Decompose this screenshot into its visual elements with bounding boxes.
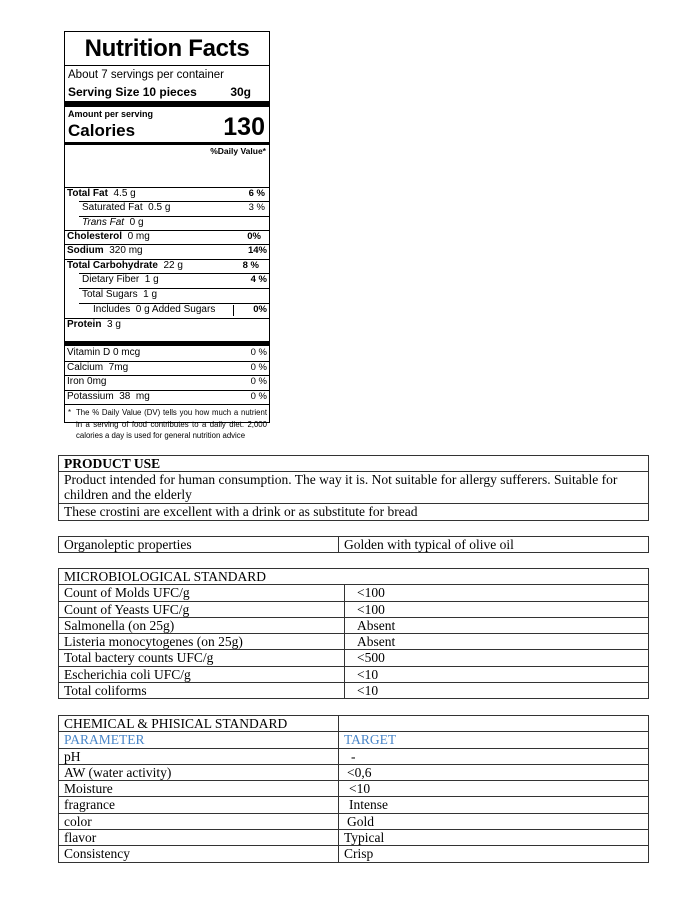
chem-row <box>59 781 649 797</box>
nutrient-amount: 22 g <box>157 260 183 271</box>
micro-value: <500 <box>345 650 649 666</box>
vitamin-row <box>65 375 269 390</box>
chem-parameter: color <box>59 813 339 829</box>
nutrient-row <box>65 288 269 303</box>
nutrient-daily-value: 0% <box>253 304 267 315</box>
nutrient-row <box>65 216 269 231</box>
chem-parameter: Consistency <box>59 846 339 862</box>
micro-parameter: Escherichia coli UFC/g <box>59 666 345 682</box>
micro-row <box>59 666 649 682</box>
nutrient-row <box>65 273 269 288</box>
chem-row <box>59 764 649 780</box>
chem-row <box>59 813 649 829</box>
chem-target: Typical <box>339 830 649 846</box>
nutrient-amount: 1 g <box>139 274 159 285</box>
nutrient-label: Trans Fat 0 g <box>82 217 144 228</box>
nutrient-daily-value: 3 % <box>248 202 265 213</box>
footnote-text: The % Daily Value (DV) tells you how much a nutrient in a serving of food contributes to a daily diet. 2,000 calories a day is used for general nutrition advice <box>76 408 267 440</box>
micro-parameter: Salmonella (on 25g) <box>59 617 345 633</box>
chem-target: <10 <box>339 781 649 797</box>
chem-parameter: pH <box>59 748 339 764</box>
nutrient-daily-value: 4 % <box>250 274 267 285</box>
vitamin-label: Vitamin D 0 mcg <box>67 347 141 358</box>
nutrient-label: Total Sugars 1 g <box>82 289 158 300</box>
serving-size-label: Serving Size 10 pieces <box>68 85 197 99</box>
micro-value: <10 <box>345 683 649 699</box>
nutrient-label: Dietary Fiber 1 g <box>82 274 159 285</box>
micro-parameter: Count of Yeasts UFC/g <box>59 601 345 617</box>
micro-parameter: Total bactery counts UFC/g <box>59 650 345 666</box>
nutrient-amount: 0 mg <box>122 231 150 242</box>
nutrient-amount: 4.5 g <box>107 188 136 199</box>
chem-parameter: flavor <box>59 830 339 846</box>
micro-value: <10 <box>345 666 649 682</box>
chem-header: CHEMICAL & PHISICAL STANDARD <box>59 716 339 732</box>
chem-target: - <box>339 748 649 764</box>
vitamin-daily-value: 0 % <box>250 376 267 387</box>
micro-value: Absent <box>345 617 649 633</box>
chem-parameter: fragrance <box>59 797 339 813</box>
nutrient-label: Includes 0 g Added Sugars <box>93 304 216 315</box>
nutrient-row <box>65 259 269 274</box>
micro-row <box>59 617 649 633</box>
nutrient-daily-value: 8 % <box>242 260 259 271</box>
nutrient-daily-value: 6 % <box>248 188 265 199</box>
servings-per-container: About 7 servings per container <box>68 69 224 81</box>
nutrient-amount: 0.5 g <box>142 202 171 213</box>
footnote <box>66 407 267 442</box>
serving-size-value: 30g <box>230 85 251 99</box>
chem-parameter: AW (water activity) <box>59 764 339 780</box>
nutrient-label: Total Carbohydrate 22 g <box>67 260 183 271</box>
target-header: TARGET <box>339 732 649 748</box>
nutrition-facts-label <box>64 31 270 440</box>
nutrition-title: Nutrition Facts <box>84 35 250 62</box>
chemical-table <box>58 715 649 863</box>
nutrient-row <box>65 230 269 245</box>
micro-row <box>59 585 649 601</box>
nutrient-daily-value: 0% <box>247 231 261 242</box>
organoleptic-table <box>58 536 649 553</box>
nutrient-amount: 0 g Added Sugars <box>130 304 216 315</box>
micro-header: MICROBIOLOGICAL STANDARD <box>59 569 649 585</box>
daily-value-header: %Daily Value* <box>210 146 266 156</box>
footnote-star: * <box>68 408 72 417</box>
nutrient-label: Total Fat 4.5 g <box>67 188 136 199</box>
micro-parameter: Count of Molds UFC/g <box>59 585 345 601</box>
product-use-line1: Product intended for human consumption. The way it is. Not suitable for allergy sufferers. Suitable for children and the elderly <box>59 472 649 504</box>
nutrient-amount: 1 g <box>137 289 158 300</box>
micro-row <box>59 601 649 617</box>
vitamin-row <box>65 346 269 361</box>
product-use-header: PRODUCT USE <box>59 456 649 472</box>
chem-parameter: Moisture <box>59 781 339 797</box>
nutrient-row <box>65 201 269 216</box>
nutrient-label: Protein 3 g <box>67 319 121 330</box>
nutrient-row <box>65 303 269 318</box>
vitamin-daily-value: 0 % <box>250 391 267 402</box>
micro-value: Absent <box>345 634 649 650</box>
nutrient-amount: 3 g <box>101 319 121 330</box>
micro-value: <100 <box>345 601 649 617</box>
vitamin-label: Iron 0mg <box>67 376 107 387</box>
micro-value: <100 <box>345 585 649 601</box>
vitamin-row <box>65 361 269 376</box>
chem-target: Gold <box>339 813 649 829</box>
product-use-line2: These crostini are excellent with a drink or as substitute for bread <box>59 504 649 520</box>
calories-value: 130 <box>223 113 265 141</box>
chem-target: Crisp <box>339 846 649 862</box>
vitamin-label: Calcium 7mg <box>67 362 129 373</box>
nutrient-label: Sodium 320 mg <box>67 245 143 256</box>
vitamin-daily-value: 0 % <box>250 362 267 373</box>
amount-per-serving: Amount per serving <box>68 109 154 119</box>
product-use-table <box>58 455 649 521</box>
microbiological-table <box>58 568 649 699</box>
nutrient-label: Saturated Fat 0.5 g <box>82 202 171 213</box>
vitamin-daily-value: 0 % <box>250 347 267 358</box>
chem-target: Intense <box>339 797 649 813</box>
nutrient-daily-value: 14% <box>247 245 267 256</box>
nutrient-row <box>65 318 269 333</box>
organoleptic-label: Organoleptic properties <box>59 537 339 553</box>
chem-row <box>59 797 649 813</box>
parameter-header: PARAMETER <box>59 732 339 748</box>
chem-target: <0,6 <box>339 764 649 780</box>
nutrient-amount: 320 mg <box>103 245 143 256</box>
chem-row <box>59 748 649 764</box>
chem-row <box>59 830 649 846</box>
micro-row <box>59 650 649 666</box>
vitamin-row <box>65 390 269 405</box>
nutrient-row <box>65 187 269 202</box>
organoleptic-value: Golden with typical of olive oil <box>339 537 649 553</box>
micro-parameter: Total coliforms <box>59 683 345 699</box>
serving-size <box>65 84 269 101</box>
nutrient-amount: 0 g <box>124 217 144 228</box>
nutrient-row <box>65 244 269 259</box>
nutrient-label: Cholesterol 0 mg <box>67 231 150 242</box>
calories-label: Calories <box>68 121 136 140</box>
vitamin-label: Potassium 38 mg <box>67 391 150 402</box>
micro-parameter: Listeria monocytogenes (on 25g) <box>59 634 345 650</box>
chem-row <box>59 846 649 862</box>
micro-row <box>59 634 649 650</box>
micro-row <box>59 683 649 699</box>
